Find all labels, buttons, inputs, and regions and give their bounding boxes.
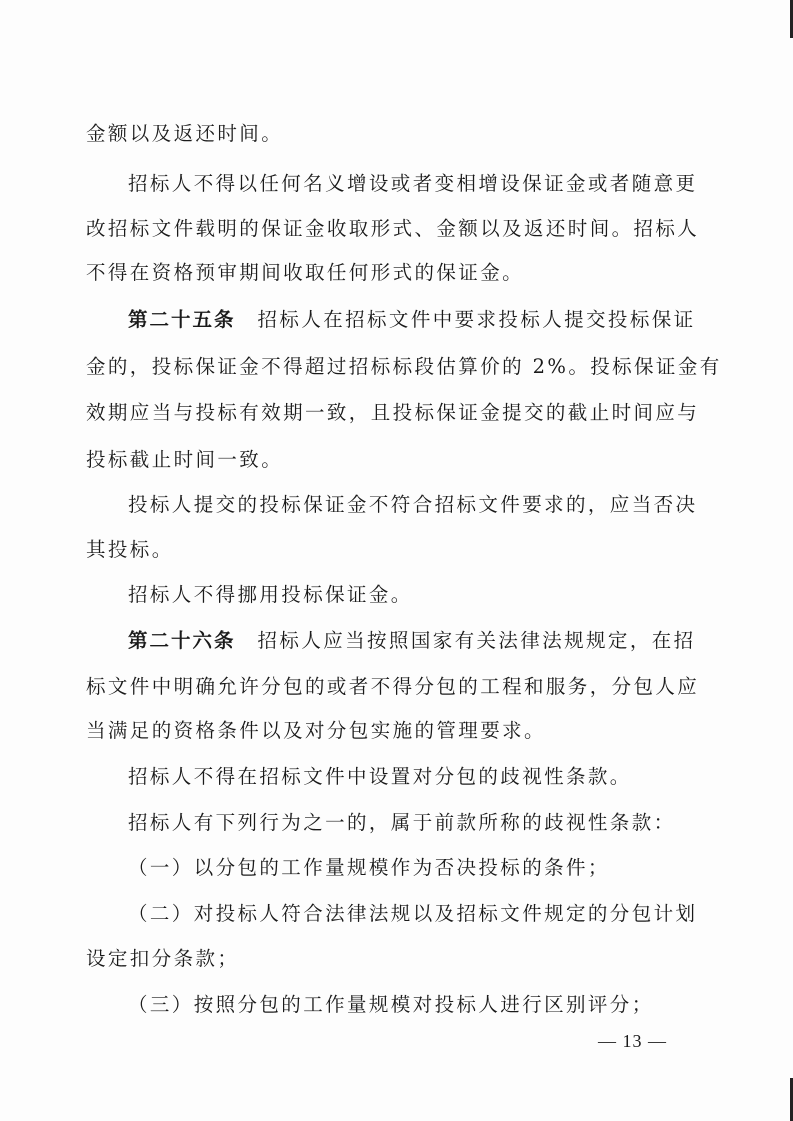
text-line-4: 不得在资格预审期间收取任何形式的保证金。 — [86, 261, 525, 284]
article-26-line — [128, 631, 696, 651]
text-line-7: 效期应当与投标有效期一致，且投标保证金提交的截止时间应与 — [86, 401, 700, 424]
text-line-2: 招标人不得以任何名义增设或者变相增设保证金或者随意更 — [128, 172, 698, 195]
article-25-heading: 第二十五条 — [128, 308, 236, 331]
text-line-1: 金额以及返还时间。 — [86, 122, 284, 145]
article-26-text: 招标人应当按照国家有关法律法规规定，在招 — [257, 629, 696, 652]
article-25-text: 招标人在招标文件中要求投标人提交投标保证 — [257, 308, 696, 331]
text-line-9: 投标人提交的投标保证金不符合招标文件要求的，应当否决 — [128, 493, 698, 516]
text-line-11: 招标人不得挪用投标保证金。 — [128, 583, 413, 606]
text-line-8: 投标截止时间一致。 — [86, 448, 284, 471]
article-26-heading: 第二十六条 — [128, 629, 236, 652]
text-line-13: 标文件中明确允许分包的或者不得分包的工程和服务，分包人应 — [86, 675, 700, 698]
page-number: — 13 — — [598, 1031, 667, 1051]
text-line-6: 金的，投标保证金不得超过招标标段估算价的 2%。投标保证金有 — [86, 355, 722, 378]
list-item-1: （一）以分包的工作量规模作为否决投标的条件； — [128, 856, 610, 879]
text-line-15: 招标人不得在招标文件中设置对分包的歧视性条款。 — [128, 765, 632, 788]
list-item-2-cont: 设定扣分条款； — [86, 947, 240, 970]
text-line-14: 当满足的资格条件以及对分包实施的管理要求。 — [86, 719, 546, 742]
list-item-3: （三）按照分包的工作量规模对投标人进行区别评分； — [128, 993, 654, 1016]
text-line-3: 改招标文件载明的保证金收取形式、金额以及返还时间。招标人 — [86, 217, 700, 240]
text-line-10: 其投标。 — [86, 538, 174, 561]
list-item-2: （二）对投标人符合法律法规以及招标文件规定的分包计划 — [128, 902, 698, 925]
article-25-line — [128, 310, 696, 330]
text-line-16: 招标人有下列行为之一的，属于前款所称的歧视性条款： — [128, 811, 676, 834]
